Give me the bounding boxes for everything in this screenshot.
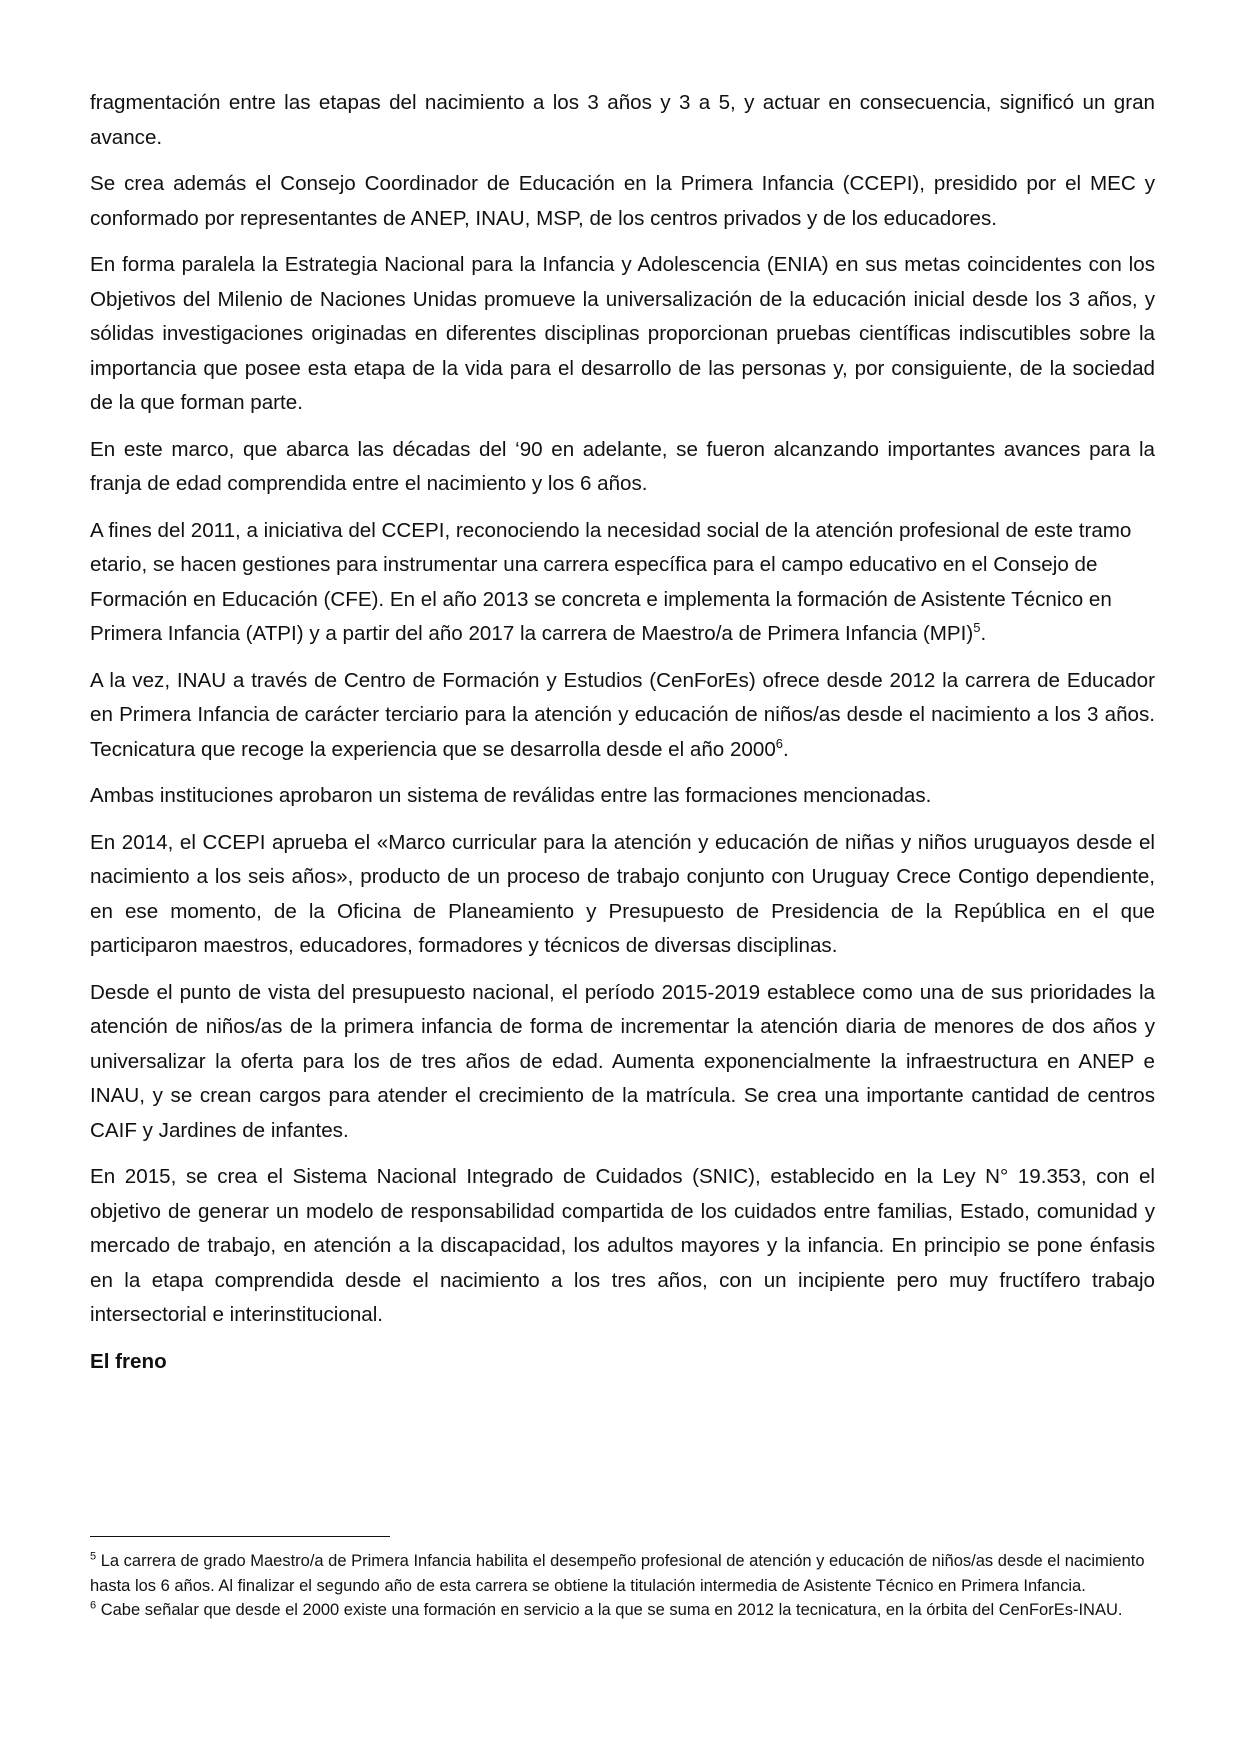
- section-heading: El freno: [90, 1349, 167, 1373]
- document-body: [90, 86, 1155, 1379]
- paragraph-revalidas: Ambas instituciones aprobaron un sistema de reválidas entre las formaciones mencionadas.: [90, 784, 932, 807]
- footnote-6-mark: 6: [90, 1599, 97, 1612]
- footnote-5: [90, 1549, 1155, 1598]
- paragraph-cfe-carrera: [90, 514, 1155, 652]
- paragraph-inau-cenfores: [90, 664, 1155, 768]
- footnotes: [90, 1536, 1155, 1623]
- footnote-5-mark: 5: [90, 1550, 97, 1563]
- footnote-divider: [90, 1536, 390, 1537]
- paragraph-cfe-end: .: [980, 622, 987, 645]
- footnote-ref-5[interactable]: 5: [973, 620, 981, 636]
- paragraph-fragmentacion: fragmentación entre las etapas del nacimiento a los 3 años y 3 a 5, y actuar en consecuencia, significó un gran avance.: [90, 91, 1155, 149]
- paragraph-marco-90: En este marco, que abarca las décadas del ‘90 en adelante, se fueron alcanzando importantes avances para la franja de edad comprendida entre el nacimiento y los 6 años.: [90, 437, 1155, 495]
- paragraph-marco-curricular: En 2014, el CCEPI aprueba el «Marco curricular para la atención y educación de niñas y niños uruguayos desde el nacimiento a los seis años», producto de un proceso de trabajo conjunto con Uruguay Crece Contigo dependiente, en ese momento, de la Oficina de Planeamiento y Presupuesto de Presidencia de la República en el que participaron maestros, educadores, formadores y técnicos de diversas disciplinas.: [90, 830, 1155, 957]
- paragraph-ccepi: Se crea además el Consejo Coordinador de Educación en la Primera Infancia (CCEPI), presidido por el MEC y conformado por representantes de ANEP, INAU, MSP, de los centros privados y de los educadores.: [90, 172, 1155, 230]
- footnote-ref-6[interactable]: 6: [775, 735, 784, 751]
- paragraph-cfe-text: A fines del 2011, a iniciativa del CCEPI, reconociendo la necesidad social de la atención profesional de este tramo etario, se hacen gestiones para instrumentar una carrera específica para el campo educativo en el Consejo de Formación en Educación (CFE). En el año 2013 se concreta e implementa la formación de Asistente Técnico en Primera Infancia (ATPI) y a partir del año 2017 la carrera de Maestro/a de Primera Infancia (MPI): [90, 518, 1132, 645]
- footnote-5-text: La carrera de grado Maestro/a de Primera Infancia habilita el desempeño profesional de atención y educación de niños/as desde el nacimiento hasta los 6 años. Al finalizar el segundo año de esta carrera se obtiene la titulación intermedia de Asistente Técnico en Primera Infancia.: [90, 1552, 1145, 1595]
- paragraph-presupuesto: Desde el punto de vista del presupuesto nacional, el período 2015-2019 establece como una de sus prioridades la atención de niños/as de la primera infancia de forma de incrementar la atención diaria de menores de dos años y universalizar la oferta para los de tres años de edad. Aumenta exponencialmente la infraestructura en ANEP e INAU, y se crean cargos para atender el crecimiento de la matrícula. Se crea una importante cantidad de centros CAIF y Jardines de infantes.: [90, 980, 1155, 1142]
- footnote-6: [90, 1598, 1155, 1623]
- paragraph-snic: En 2015, se crea el Sistema Nacional Integrado de Cuidados (SNIC), establecido en la Ley N° 19.353, con el objetivo de generar un modelo de responsabilidad compartida de los cuidados entre familias, Estado, comunidad y mercado de trabajo, en atención a la discapacidad, los adultos mayores y la infancia. En principio se pone énfasis en la etapa comprendida desde el nacimiento a los tres años, con un incipiente pero muy fructífero trabajo intersectorial e interinstitucional.: [90, 1165, 1155, 1326]
- paragraph-inau-end: .: [783, 737, 789, 761]
- paragraph-enia: En forma paralela la Estrategia Nacional para la Infancia y Adolescencia (ENIA) en sus metas coincidentes con los Objetivos del Milenio de Naciones Unidas promueve la universalización de la educación inicial desde los 3 años, y sólidas investigaciones originadas en diferentes disciplinas proporcionan pruebas científicas indiscutibles sobre la importancia que posee esta etapa de la vida para el desarrollo de las personas y, por consiguiente, de la sociedad de la que forman parte.: [90, 253, 1155, 414]
- paragraph-inau-text: A la vez, INAU a través de Centro de Formación y Estudios (CenForEs) ofrece desde 2012 la carrera de Educador en Primera Infancia de carácter terciario para la atención y educación de niños/as desde el nacimiento a los 3 años. Tecnicatura que recoge la experiencia que se desarrolla desde el año 2000: [90, 668, 1155, 761]
- footnote-6-text: Cabe señalar que desde el 2000 existe una formación en servicio a la que se suma en 2012 la tecnicatura, en la órbita del CenForEs-INAU.: [96, 1601, 1123, 1619]
